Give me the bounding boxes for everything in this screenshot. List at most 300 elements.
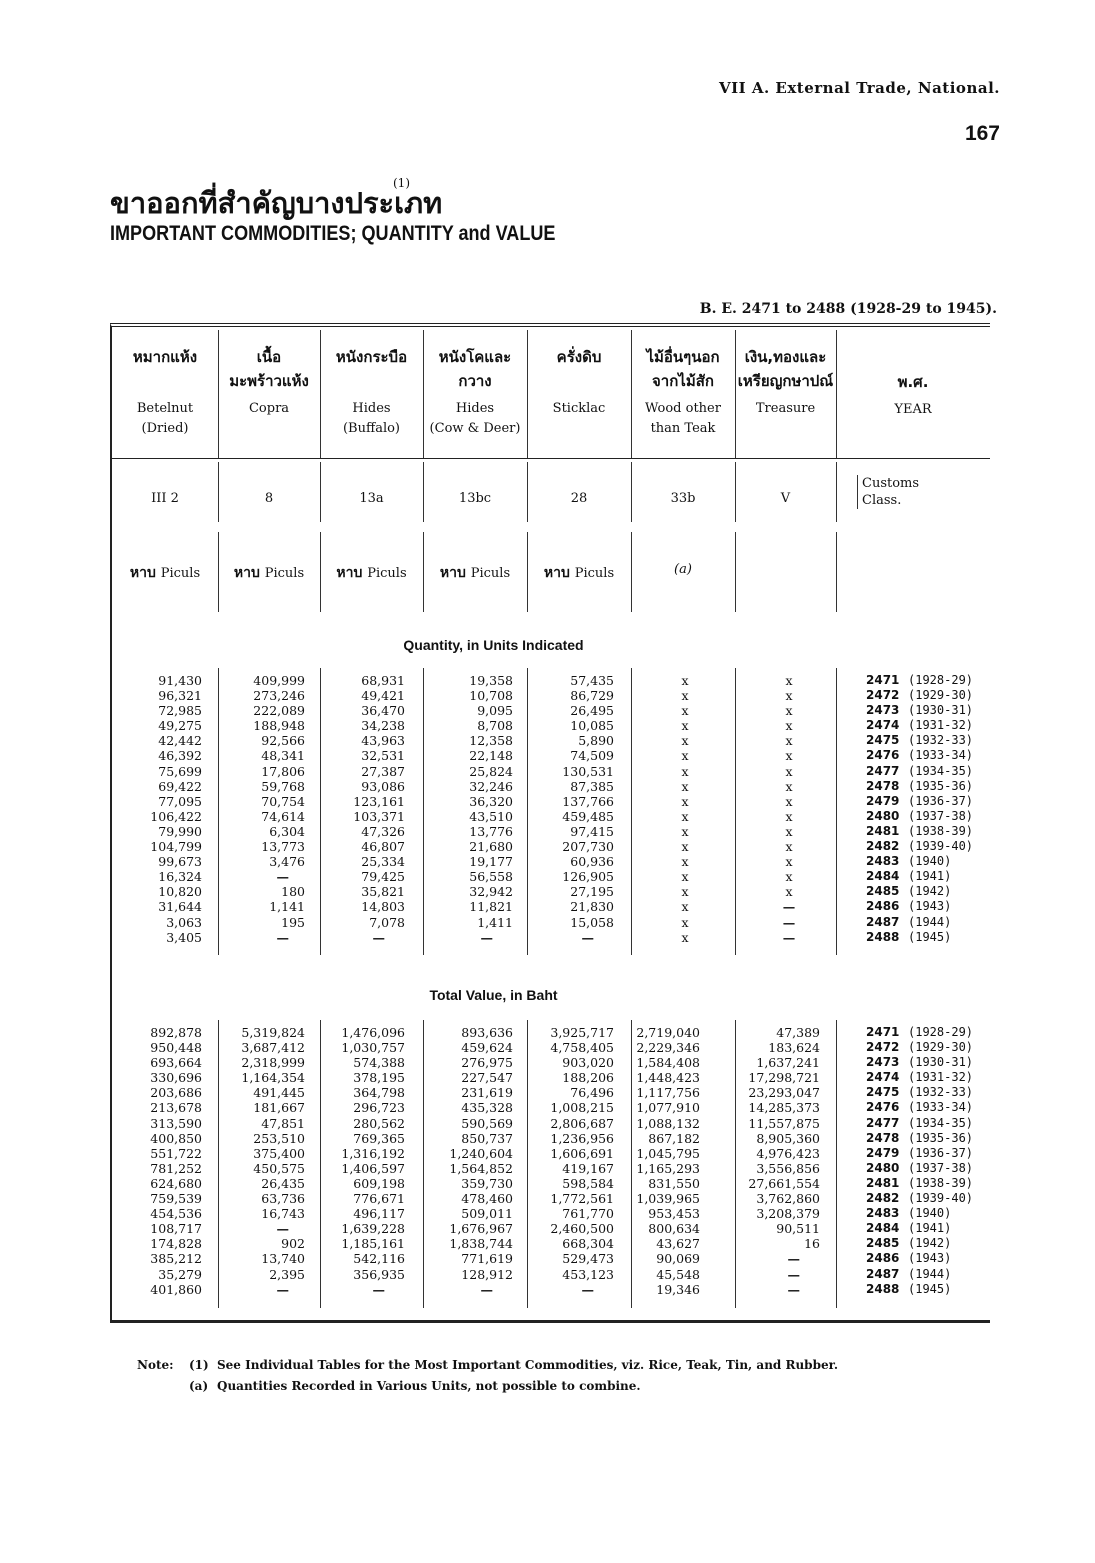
quantity-cell: 3,476: [269, 854, 305, 870]
quantity-cell: x: [785, 718, 793, 734]
value-cell: 950,448: [150, 1040, 202, 1056]
value-cell: 1,676,967: [449, 1221, 513, 1237]
year-be: 2473: [866, 703, 900, 718]
year-row: [866, 779, 973, 794]
year-be: 2471: [866, 673, 900, 687]
year-ad: (1945): [908, 929, 952, 944]
value-cell: 26,435: [261, 1175, 305, 1191]
year-be: 2488: [866, 929, 900, 944]
value-cell: 1,637,241: [756, 1055, 820, 1071]
quantity-cell: 93,086: [361, 778, 405, 794]
quantity-cell: x: [681, 673, 689, 688]
unit-label: Piculs: [160, 566, 201, 581]
quantity-cell: 87,385: [570, 778, 614, 794]
quantity-cell: 13,776: [469, 823, 513, 839]
value-column: [218, 1025, 305, 1297]
quantity-column: [112, 673, 202, 945]
value-cell: 450,575: [253, 1160, 305, 1176]
quantity-cell: x: [681, 733, 689, 749]
quantity-cell: 6,304: [269, 823, 305, 839]
value-cell: 296,723: [353, 1100, 405, 1116]
column-rule: [836, 668, 837, 955]
quantity-cell: 68,931: [361, 673, 405, 688]
note-label: Note:: [137, 1358, 174, 1372]
year-row: [866, 1100, 973, 1115]
value-cell: 867,182: [648, 1130, 700, 1146]
value-cell: 23,293,047: [748, 1085, 820, 1101]
year-ad: (1937-38): [908, 1160, 974, 1175]
quantity-cell: 56,558: [469, 869, 513, 885]
value-cell: 459,624: [461, 1040, 513, 1056]
quantity-cell: 103,371: [353, 808, 405, 824]
value-cell: 3,208,379: [756, 1206, 820, 1222]
quantity-cell: 32,531: [361, 748, 405, 764]
quantity-cell: 104,799: [150, 839, 202, 855]
value-column: [320, 1025, 405, 1297]
quantity-cell: x: [785, 823, 793, 839]
quantity-cell: —: [276, 869, 289, 885]
year-row: [866, 1251, 973, 1266]
quantity-cell: 70,754: [261, 793, 305, 809]
value-cell: 90,069: [656, 1251, 700, 1267]
column-header: [527, 345, 631, 419]
quantity-cell: x: [785, 793, 793, 809]
value-cell: 1,406,597: [341, 1160, 405, 1176]
column-header: [112, 345, 218, 439]
note-marker: (a): [189, 1379, 209, 1393]
quantity-cell: x: [785, 763, 793, 779]
year-row: [866, 1236, 973, 1251]
quantity-cell: 69,422: [158, 778, 202, 794]
note-text: Quantities Recorded in Various Units, not possible to combine.: [217, 1379, 641, 1393]
quantity-cell: 222,089: [253, 703, 305, 719]
quantity-cell: 57,435: [570, 673, 614, 688]
year-be: 2474: [866, 1070, 900, 1085]
column-rule: [836, 1020, 837, 1308]
note-text: See Individual Tables for the Most Important Commodities, viz. Rice, Teak, Tin, and Rubber.: [217, 1358, 838, 1372]
value-cell: 364,798: [353, 1085, 405, 1101]
quantity-cell: 27,387: [361, 763, 405, 779]
unit-label: Piculs: [264, 566, 305, 581]
value-cell: 76,496: [570, 1085, 614, 1101]
quantity-cell: 106,422: [150, 808, 202, 824]
quantity-cell: 26,495: [570, 703, 614, 719]
value-cell: 1,045,795: [636, 1145, 700, 1161]
quantity-cell: 19,358: [469, 673, 513, 688]
unit-cell: [527, 562, 631, 584]
quantity-cell: 207,730: [562, 839, 614, 855]
value-cell: 435,328: [461, 1100, 513, 1116]
value-column: [112, 1025, 202, 1297]
year-be: 2475: [866, 733, 900, 748]
unit-label: Piculs: [574, 566, 615, 581]
column-header-thai: หมากแห้ง: [132, 348, 198, 366]
year-row: [866, 748, 973, 763]
customs-class-cell: 8: [264, 491, 274, 506]
note-marker: (1): [189, 1358, 209, 1372]
quantity-cell: x: [681, 808, 689, 824]
year-ad: (1942): [908, 884, 952, 899]
column-rule: [836, 532, 837, 612]
customs-class-label-line: Customs: [862, 476, 920, 491]
column-header-thai: ครั่งดิบ: [556, 348, 602, 366]
quantity-cell: 36,320: [469, 793, 513, 809]
value-cell: 35,279: [158, 1266, 202, 1282]
quantity-cell: 21,830: [570, 899, 614, 915]
note-2: [137, 1376, 838, 1397]
year-row: [866, 839, 973, 854]
year-ad: (1941): [908, 1221, 952, 1236]
quantity-cell: 9,095: [477, 703, 513, 719]
quantity-cell: 72,985: [158, 703, 202, 719]
customs-class-cell: 33b: [670, 491, 696, 506]
value-cell: 1,448,423: [636, 1070, 700, 1086]
quantity-column: [527, 673, 614, 945]
quantity-cell: x: [681, 899, 689, 915]
title-thai: ขาออกที่สำคัญบางประเภท: [110, 186, 443, 220]
unit-label: Piculs: [367, 566, 407, 581]
year-header-thai: พ.ศ.: [897, 373, 929, 391]
year-be: 2485: [866, 1236, 900, 1251]
column-rule: [735, 532, 736, 612]
quantity-cell: x: [785, 673, 793, 688]
unit-thai: หาบ: [336, 565, 368, 581]
quantity-cell: 60,936: [570, 854, 614, 870]
column-header-english: (Cow & Deer): [429, 421, 521, 436]
quantity-cell: 8,708: [477, 718, 513, 734]
quantity-cell: 3,405: [166, 929, 202, 945]
value-cell: 359,730: [461, 1175, 513, 1191]
quantity-cell: 46,807: [361, 839, 405, 855]
year-ad: (1929-30): [908, 1040, 974, 1055]
notes: [137, 1355, 838, 1397]
value-cell: 850,737: [461, 1130, 513, 1146]
column-header: [320, 345, 423, 439]
quantity-cell: x: [681, 823, 689, 839]
column-header-thai: เงิน,ทองและ: [744, 348, 827, 366]
quantity-cell: 273,246: [253, 688, 305, 704]
year-row: [866, 824, 973, 839]
year-ad: (1943): [908, 899, 952, 914]
value-cell: 3,762,860: [756, 1191, 820, 1207]
section-title-quantity: Quantity, in Units Indicated: [403, 637, 584, 653]
value-cell: 1,039,965: [636, 1191, 700, 1207]
quantity-cell: 459,485: [562, 808, 614, 824]
quantity-cell: x: [785, 733, 793, 749]
value-cell: —: [581, 1281, 594, 1297]
year-be: 2473: [866, 1055, 900, 1070]
year-be: 2472: [866, 1040, 900, 1055]
quantity-cell: 195: [281, 914, 305, 930]
unit-label: Piculs: [470, 566, 511, 581]
year-ad: (1935-36): [908, 778, 974, 793]
quantity-cell: —: [480, 929, 493, 945]
year-be: 2480: [866, 808, 900, 823]
value-cell: 776,671: [353, 1191, 405, 1207]
quantity-cell: 10,708: [469, 688, 513, 704]
column-header-thai: ไม้อื่นๆนอก: [646, 348, 720, 366]
unit-cell: [112, 562, 218, 584]
year-ad: (1941): [908, 869, 952, 884]
quantity-cell: 1,141: [269, 899, 305, 915]
value-cell: 551,722: [150, 1145, 202, 1161]
year-row: [866, 809, 973, 824]
value-cell: 1,077,910: [636, 1100, 700, 1116]
quantity-cell: x: [681, 854, 689, 870]
quantity-cell: 409,999: [253, 673, 305, 688]
year-row: [866, 1267, 973, 1282]
value-cell: 3,925,717: [550, 1025, 614, 1040]
value-cell: 378,195: [353, 1070, 405, 1086]
column-header-english: Hides: [352, 401, 391, 416]
quantity-cell: 32,246: [469, 778, 513, 794]
year-row: [866, 1282, 973, 1297]
value-cell: 761,770: [562, 1206, 614, 1222]
column-header: [423, 345, 527, 439]
year-ad: (1936-37): [908, 793, 974, 808]
year-ad: (1931-32): [908, 718, 974, 733]
quantity-cell: 21,680: [469, 839, 513, 855]
quantity-cell: —: [782, 899, 796, 915]
value-cell: 2,719,040: [636, 1025, 700, 1040]
quantity-cell: 92,566: [261, 733, 305, 749]
column-header: [218, 345, 320, 419]
value-cell: —: [372, 1281, 385, 1297]
value-cell: 800,634: [648, 1221, 700, 1237]
value-cell: 213,678: [150, 1100, 202, 1116]
quantity-cell: x: [785, 748, 793, 764]
quantity-cell: x: [681, 688, 689, 704]
year-row: [866, 854, 973, 869]
running-head: VII A. External Trade, National.: [718, 79, 1000, 97]
value-cell: 693,664: [150, 1055, 202, 1071]
page-number: 167: [964, 122, 1000, 145]
unit-label: (a): [674, 562, 692, 577]
unit-cell: [631, 562, 735, 577]
column-header-english: Betelnut: [136, 401, 194, 416]
value-cell: —: [276, 1221, 289, 1237]
quantity-cell: 91,430: [158, 673, 202, 688]
year-be: 2476: [866, 1100, 900, 1115]
unit-cell: [218, 562, 320, 584]
year-ad: (1944): [908, 914, 952, 929]
value-column: [631, 1025, 700, 1297]
value-cell: 1,584,408: [636, 1055, 700, 1071]
value-cell: 1,165,293: [636, 1160, 700, 1176]
year-be: 2477: [866, 763, 900, 778]
value-cell: 401,860: [150, 1281, 202, 1297]
quantity-cell: x: [681, 763, 689, 779]
quantity-cell: 43,963: [361, 733, 405, 749]
value-cell: 903,020: [562, 1055, 614, 1071]
quantity-cell: 14,803: [361, 899, 405, 915]
value-cell: 128,912: [461, 1266, 513, 1282]
value-cell: 17,298,721: [748, 1070, 820, 1086]
value-cell: 953,453: [648, 1206, 700, 1222]
value-cell: 1,564,852: [449, 1160, 513, 1176]
quantity-cell: x: [785, 808, 793, 824]
value-cell: 1,639,228: [341, 1221, 405, 1237]
section-title-value: Total Value, in Baht: [429, 987, 558, 1003]
column-header-thai: หนังโคและ: [438, 348, 512, 366]
year-row: [866, 1176, 973, 1191]
quantity-cell: 48,341: [261, 748, 305, 764]
value-cell: 356,935: [353, 1266, 405, 1282]
quantity-cell: 75,699: [158, 763, 202, 779]
year-row: [866, 1070, 973, 1085]
quantity-column: [675, 673, 695, 945]
value-cell: 668,304: [562, 1236, 614, 1252]
value-cell: 1,088,132: [636, 1115, 700, 1131]
value-cell: 1,476,096: [341, 1025, 405, 1040]
value-cell: 90,511: [776, 1221, 820, 1237]
quantity-cell: 19,177: [469, 854, 513, 870]
value-cell: 13,740: [261, 1251, 305, 1267]
quantity-year-column: [866, 673, 973, 945]
quantity-column: [320, 673, 405, 945]
quantity-cell: —: [276, 929, 289, 945]
customs-class-cell: 13bc: [458, 491, 492, 506]
unit-cell: [423, 562, 527, 584]
value-cell: 16: [804, 1236, 820, 1252]
value-cell: 188,206: [562, 1070, 614, 1086]
value-cell: 385,212: [150, 1251, 202, 1267]
quantity-cell: 10,085: [570, 718, 614, 734]
quantity-cell: x: [785, 839, 793, 855]
unit-thai: หาบ: [439, 565, 471, 581]
value-cell: 108,717: [150, 1221, 202, 1237]
year-row: [866, 1206, 973, 1221]
quantity-cell: x: [681, 703, 689, 719]
value-cell: —: [787, 1251, 800, 1267]
value-cell: 1,606,691: [550, 1145, 614, 1161]
quantity-cell: x: [681, 718, 689, 734]
value-cell: 375,400: [253, 1145, 305, 1161]
value-cell: 47,389: [776, 1025, 820, 1040]
quantity-column: [779, 673, 799, 945]
quantity-cell: x: [681, 869, 689, 885]
value-cell: 5,319,824: [241, 1025, 305, 1040]
year-be: 2487: [866, 914, 900, 929]
column-header: [631, 345, 735, 439]
unit-thai: หาบ: [543, 565, 575, 581]
quantity-cell: 97,415: [570, 823, 614, 839]
year-row: [866, 1221, 973, 1236]
quantity-cell: 1,411: [477, 914, 513, 930]
year-header: [836, 370, 990, 420]
year-header-english: YEAR: [894, 402, 932, 417]
year-be: 2481: [866, 1175, 900, 1190]
column-header-thai: มะพร้าวแห้ง: [229, 372, 309, 390]
column-rule: [631, 668, 632, 955]
value-cell: 759,539: [150, 1191, 202, 1207]
year-be: 2477: [866, 1115, 900, 1130]
value-cell: —: [276, 1281, 289, 1297]
quantity-cell: 25,334: [361, 854, 405, 870]
column-header-english: Sticklac: [552, 401, 606, 416]
value-cell: 313,590: [150, 1115, 202, 1131]
value-cell: 624,680: [150, 1175, 202, 1191]
customs-class-label-line: Class.: [862, 493, 902, 508]
value-cell: 2,395: [269, 1266, 305, 1282]
value-cell: 771,619: [461, 1251, 513, 1267]
year-row: [866, 764, 973, 779]
customs-class-label: [857, 475, 919, 509]
year-row: [866, 1146, 973, 1161]
unit-cell: [320, 562, 423, 584]
year-ad: (1944): [908, 1266, 952, 1281]
year-ad: (1931-32): [908, 1070, 974, 1085]
title-footnote-marker: (1): [393, 176, 410, 190]
year-ad: (1937-38): [908, 808, 974, 823]
year-ad: (1933-34): [908, 1100, 974, 1115]
value-cell: 19,346: [656, 1281, 700, 1297]
year-be: 2471: [866, 1025, 900, 1039]
quantity-cell: x: [681, 839, 689, 855]
customs-class-cell: V: [780, 491, 791, 506]
quantity-cell: —: [782, 914, 796, 930]
value-cell: 47,851: [261, 1115, 305, 1131]
column-rule: [735, 668, 736, 955]
year-ad: (1942): [908, 1236, 952, 1251]
quantity-cell: x: [785, 688, 793, 704]
value-cell: 769,365: [353, 1130, 405, 1146]
value-column: [735, 1025, 820, 1297]
value-cell: 43,627: [656, 1236, 700, 1252]
quantity-cell: 137,766: [562, 793, 614, 809]
value-cell: 276,975: [461, 1055, 513, 1071]
value-cell: 11,557,875: [748, 1115, 820, 1131]
column-rule: [836, 462, 837, 522]
year-ad: (1940): [908, 854, 952, 869]
quantity-cell: 13,773: [261, 839, 305, 855]
value-cell: 831,550: [648, 1175, 700, 1191]
year-ad: (1943): [908, 1251, 952, 1266]
value-cell: 781,252: [150, 1160, 202, 1176]
year-ad: (1932-33): [908, 733, 974, 748]
year-ad: (1936-37): [908, 1145, 974, 1160]
value-cell: 253,510: [253, 1130, 305, 1146]
column-header-thai: หนังกระบือ: [335, 348, 408, 366]
value-cell: 1,164,354: [241, 1070, 305, 1086]
value-cell: 1,008,215: [550, 1100, 614, 1116]
value-cell: 1,030,757: [341, 1040, 405, 1056]
value-cell: 598,584: [562, 1175, 614, 1191]
quantity-cell: x: [785, 854, 793, 870]
year-be: 2475: [866, 1085, 900, 1100]
value-cell: 1,185,161: [341, 1236, 405, 1252]
customs-class-cell: III 2: [151, 491, 179, 506]
quantity-cell: x: [681, 793, 689, 809]
column-header-thai: เหรียญกษาปณ์: [737, 372, 834, 390]
year-row: [866, 733, 973, 748]
year-be: 2481: [866, 823, 900, 838]
year-ad: (1928-29): [908, 1025, 974, 1039]
column-header-english: than Teak: [650, 421, 716, 436]
year-ad: (1938-39): [908, 1175, 974, 1190]
value-cell: 509,011: [461, 1206, 513, 1222]
year-row: [866, 1055, 973, 1070]
quantity-cell: 3,063: [166, 914, 202, 930]
value-cell: 1,316,192: [341, 1145, 405, 1161]
quantity-cell: 16,324: [158, 869, 202, 885]
value-cell: 902: [281, 1236, 305, 1252]
value-cell: 491,445: [253, 1085, 305, 1101]
value-cell: 453,123: [562, 1266, 614, 1282]
header-rule: [112, 458, 990, 459]
value-cell: 183,624: [768, 1040, 820, 1056]
year-ad: (1938-39): [908, 823, 974, 838]
